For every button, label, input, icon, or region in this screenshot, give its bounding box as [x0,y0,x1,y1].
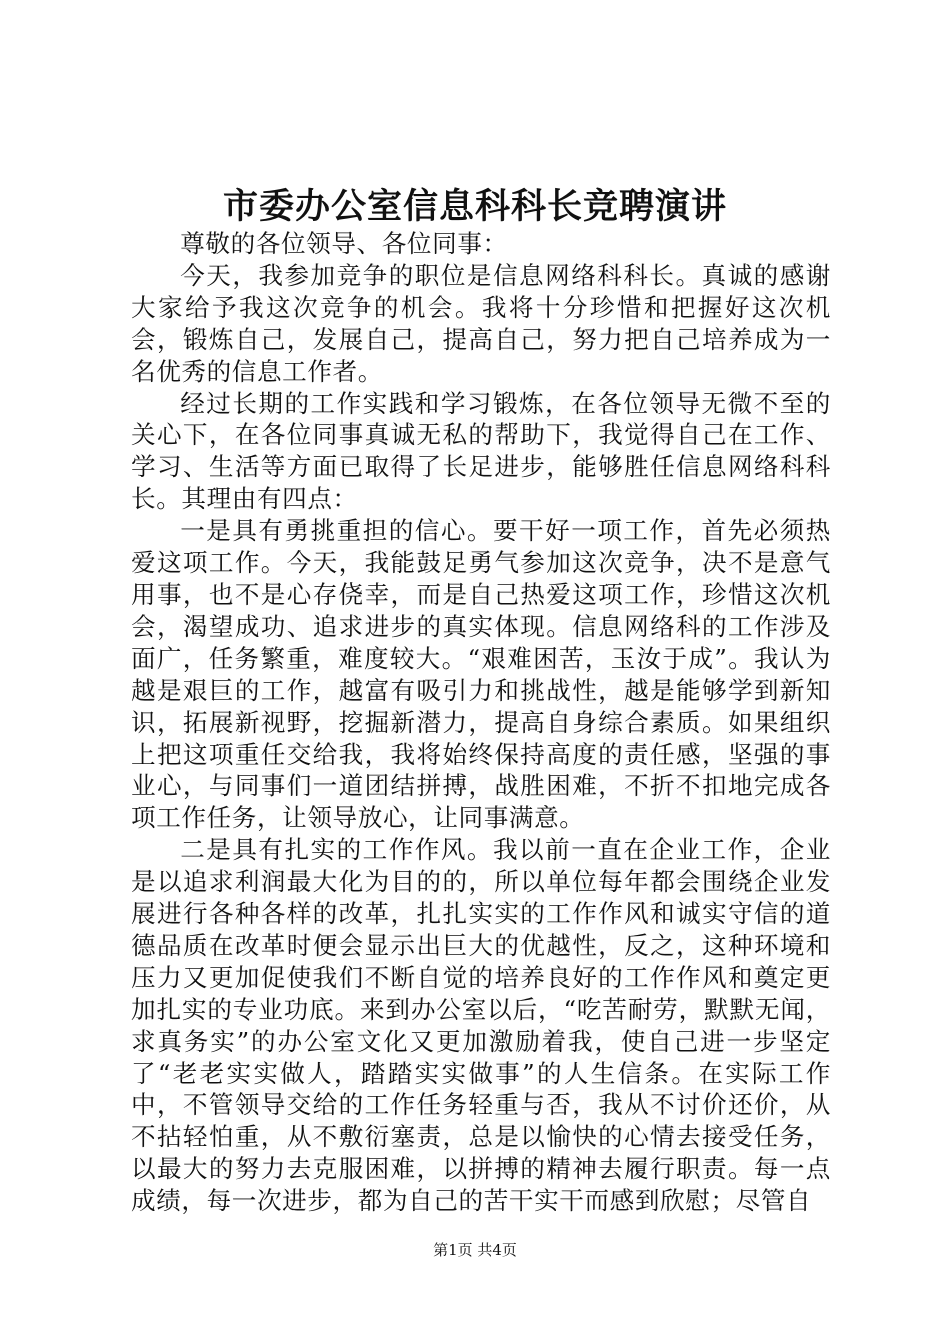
page-number-footer: 第1页 共4页 [433,1241,517,1259]
reason-two-paragraph: 二是具有扎实的工作作风。我以前一直在企业工作，企业是以追求利润最大化为目的的，所以单位每年都会围绕企业发展进行各种各样的改革，扎扎实实的工作作风和诚实守信的道德品质在改革时便会显示出巨大的优越性，反之，这种环境和压力又更加促使我们不断自觉的培养良好的工作作风和奠定更加扎实的专业功底。来到办公室以后，“吃苦耐劳，默默无闻，求真务实”的办公室文化又更加激励着我，使自己进一步坚定了“老老实实做人，踏踏实实做事”的人生信条。在实际工作中，不管领导交给的工作任务轻重与否，我从不讨价还价，从不拈轻怕重，从不敷衍塞责，总是以愉快的心情去接受任务，以最大的努力去克服困难，以拼搏的精神去履行职责。每一点成绩，每一次进步，都为自己的苦干实干而感到欣慰；尽管自 [131,835,831,1216]
intro-paragraph: 今天，我参加竞争的职位是信息网络科科长。真诚的感谢大家给予我这次竞争的机会。我将十分珍惜和把握好这次机会，锻炼自己，发展自己，提高自己，努力把自己培养成为一名优秀的信息工作者。 [131,260,831,386]
qualification-paragraph: 经过长期的工作实践和学习锻炼，在各位领导无微不至的关心下，在各位同事真诚无私的帮助下，我觉得自己在工作、学习、生活等方面已取得了长足进步，能够胜任信息网络科科长。其理由有四点： [131,388,831,514]
salutation-paragraph: 尊敬的各位领导、各位同事： [180,229,508,258]
document-body [131,228,831,1217]
document-title: 市委办公室信息科科长竞聘演讲 [222,186,727,227]
reason-one-paragraph: 一是具有勇挑重担的信心。要干好一项工作，首先必须热爱这项工作。今天，我能鼓足勇气参加这次竞争，决不是意气用事，也不是心存侥幸，而是自己热爱这项工作，珍惜这次机会，渴望成功、追求进步的真实体现。信息网络科的工作涉及面广，任务繁重，难度较大。“艰难困苦，玉汝于成”。我认为越是艰巨的工作，越富有吸引力和挑战性，越是能够学到新知识，拓展新视野，挖掘新潜力，提高自身综合素质。如果组织上把这项重任交给我，我将始终保持高度的责任感，坚强的事业心，与同事们一道团结拼搏，战胜困难，不折不扣地完成各项工作任务，让领导放心，让同事满意。 [131,516,831,833]
